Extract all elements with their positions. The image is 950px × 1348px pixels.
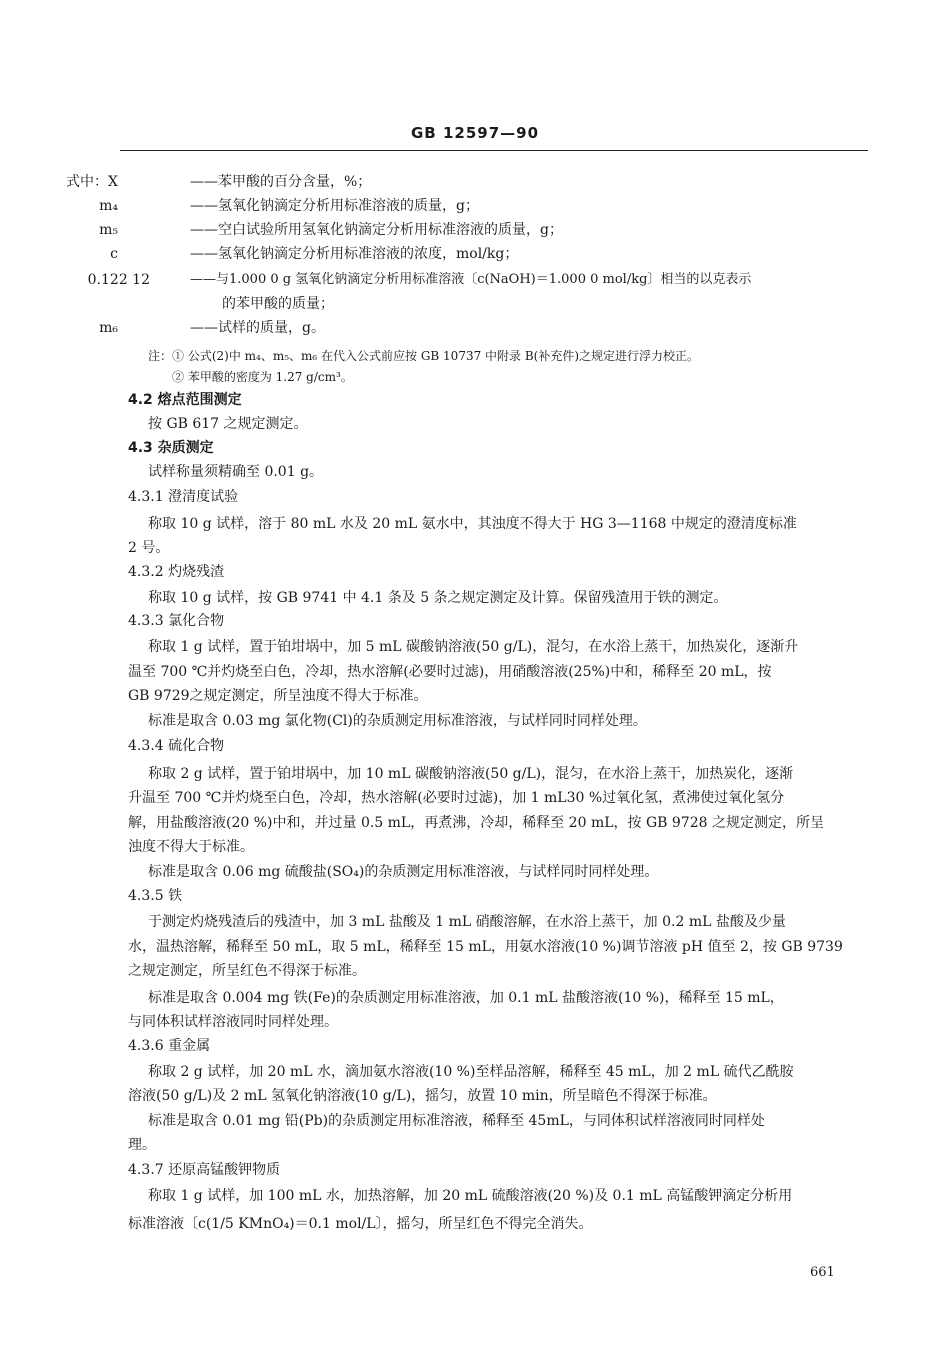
def-text: 的苯甲酸的质量； <box>222 296 334 312</box>
def-symbol: c <box>110 246 118 262</box>
paragraph-line: 称取 2 g 试样，加 20 mL 水，滴加氨水溶液(10 %)至样品溶解，稀释至 45 mL，加 2 mL 硫代乙酰胺 <box>148 1064 794 1080</box>
note-2: ② 苯甲酸的密度为 1.27 g/cm³。 <box>172 370 353 384</box>
paragraph-line: 温至 700 ℃并灼烧至白色，冷却，热水溶解(必要时过滤)，用硝酸溶液(25%)中和，稀释至 20 mL，按 <box>128 664 772 680</box>
page-number: 661 <box>810 1265 835 1280</box>
section-heading: 4.3.2 灼烧残渣 <box>128 564 225 580</box>
def-symbol: m₄ <box>99 198 118 214</box>
paragraph-line: 浊度不得大于标准。 <box>128 839 254 855</box>
section-heading: 4.3.7 还原高锰酸钾物质 <box>128 1162 281 1178</box>
section-heading: 4.2 熔点范围测定 <box>128 392 242 408</box>
def-text: ——空白试验所用氢氧化钠滴定分析用标准溶液的质量，g； <box>190 222 563 238</box>
def-text: ——氢氧化钠滴定分析用标准溶液的质量，g； <box>190 198 479 214</box>
section-heading: 4.3.3 氯化合物 <box>128 613 225 629</box>
paragraph-line: 按 GB 617 之规定测定。 <box>148 416 308 432</box>
def-symbol: 0.122 12 <box>87 272 150 288</box>
paragraph-line: 标准是取含 0.06 mg 硫酸盐(SO₄)的杂质测定用标准溶液，与试样同时同样处理。 <box>148 864 659 880</box>
section-heading: 4.3.6 重金属 <box>128 1038 211 1054</box>
header-rule <box>120 150 868 151</box>
def-symbol: 式中：X <box>66 174 118 190</box>
paragraph-line: 2 号。 <box>128 540 170 556</box>
paragraph-line: 称取 1 g 试样，加 100 mL 水，加热溶解，加 20 mL 硫酸溶液(20 %)及 0.1 mL 高锰酸钾滴定分析用 <box>148 1188 793 1204</box>
note-1: 注：① 公式(2)中 m₄、m₅、m₆ 在代入公式前应按 GB 10737 中附录 B(补充件)之规定进行浮力校正。 <box>148 349 700 363</box>
paragraph-line: 理。 <box>128 1137 156 1153</box>
def-text: ——试样的质量，g。 <box>190 320 325 336</box>
paragraph-line: GB 9729之规定测定，所呈浊度不得大于标准。 <box>128 688 428 704</box>
paragraph-line: 于测定灼烧残渣后的残渣中，加 3 mL 盐酸及 1 mL 硝酸溶解，在水浴上蒸干，加 0.2 mL 盐酸及少量 <box>148 914 786 930</box>
section-heading: 4.3 杂质测定 <box>128 440 214 456</box>
def-text: ——氢氧化钠滴定分析用标准溶液的浓度，mol/kg； <box>190 246 519 262</box>
paragraph-line: 称取 2 g 试样，置于铂坩埚中，加 10 mL 碳酸钠溶液(50 g/L)，混匀，在水浴上蒸干，加热炭化，逐渐 <box>148 766 794 782</box>
def-text: ——与1.000 0 g 氢氧化钠滴定分析用标准溶液〔c(NaOH)＝1.000 0 mol/kg〕相当的以克表示 <box>190 272 752 287</box>
def-symbol: m₆ <box>99 320 118 336</box>
paragraph-line: 称取 1 g 试样，置于铂坩埚中，加 5 mL 碳酸钠溶液(50 g/L)，混匀，在水浴上蒸干，加热炭化，逐渐升 <box>148 639 799 655</box>
standard-header: GB 12597—90 <box>410 124 540 142</box>
paragraph-line: 试样称量须精确至 0.01 g。 <box>148 464 324 480</box>
section-heading: 4.3.5 铁 <box>128 888 183 904</box>
paragraph-line: 标准溶液〔c(1/5 KMnO₄)＝0.1 mol/L〕，摇匀，所呈红色不得完全消失。 <box>128 1216 593 1232</box>
paragraph-line: 升温至 700 ℃并灼烧至白色，冷却，热水溶解(必要时过滤)，加 1 mL30 %过氧化氢，煮沸使过氧化氢分 <box>128 790 785 806</box>
section-heading: 4.3.1 澄清度试验 <box>128 489 239 505</box>
def-symbol: m₅ <box>99 222 118 238</box>
paragraph-line: 标准是取含 0.004 mg 铁(Fe)的杂质测定用标准溶液，加 0.1 mL 盐酸溶液(10 %)，稀释至 15 mL， <box>148 990 784 1006</box>
section-heading: 4.3.4 硫化合物 <box>128 738 225 754</box>
paragraph-line: 称取 10 g 试样，溶于 80 mL 水及 20 mL 氨水中，其浊度不得大于 HG 3—1168 中规定的澄清度标准 <box>148 516 797 532</box>
paragraph-line: 称取 10 g 试样，按 GB 9741 中 4.1 条及 5 条之规定测定及计算。保留残渣用于铁的测定。 <box>148 590 728 606</box>
paragraph-line: 解，用盐酸溶液(20 %)中和，并过量 0.5 mL，再煮沸，冷却，稀释至 20 mL，按 GB 9728 之规定测定，所呈 <box>128 815 824 831</box>
paragraph-line: 之规定测定，所呈红色不得深于标准。 <box>128 963 366 979</box>
paragraph-line: 与同体积试样溶液同时同样处理。 <box>128 1014 338 1030</box>
def-text: ——苯甲酸的百分含量，%； <box>190 174 372 190</box>
paragraph-line: 标准是取含 0.03 mg 氯化物(Cl)的杂质测定用标准溶液，与试样同时同样处理。 <box>148 713 647 729</box>
paragraph-line: 溶液(50 g/L)及 2 mL 氢氧化钠溶液(10 g/L)，摇匀，放置 10 min，所呈暗色不得深于标准。 <box>128 1088 717 1104</box>
paragraph-line: 水，温热溶解，稀释至 50 mL，取 5 mL，稀释至 15 mL，用氨水溶液(10 %)调节溶液 pH 值至 2，按 GB 9739 <box>128 939 843 955</box>
paragraph-line: 标准是取含 0.01 mg 铅(Pb)的杂质测定用标准溶液，稀释至 45mL，与同体积试样溶液同时同样处 <box>148 1113 765 1129</box>
